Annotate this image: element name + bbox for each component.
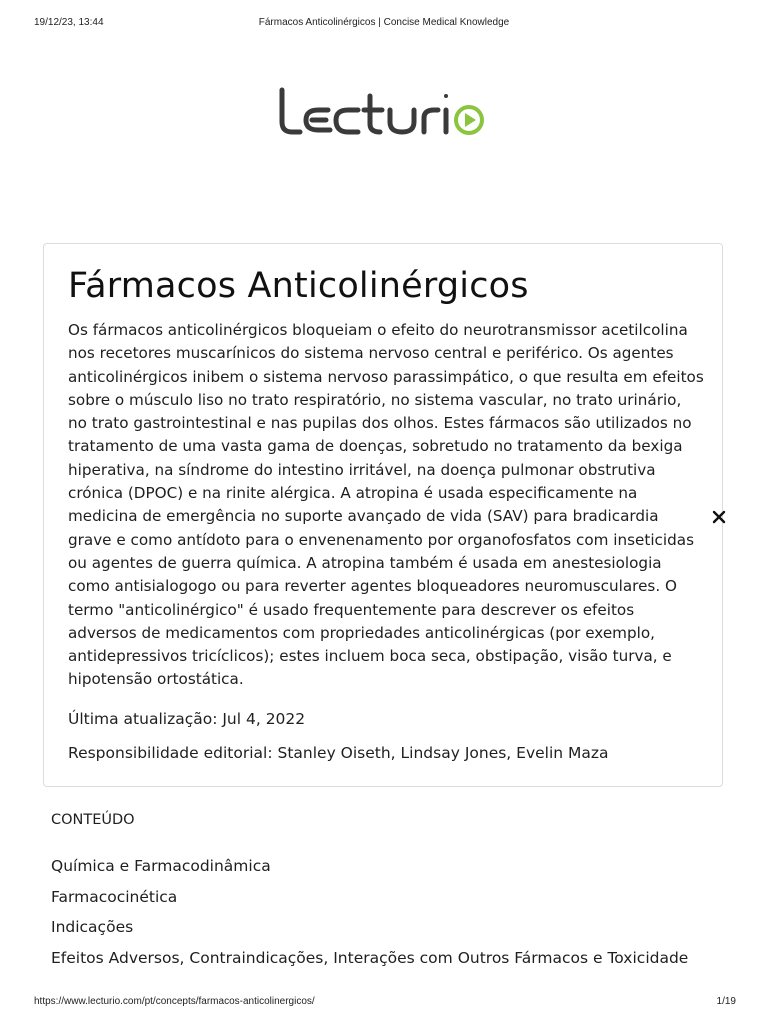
toc-item[interactable]: Farmacocinética [51,887,178,906]
last-updated: Última atualização: Jul 4, 2022 [68,710,306,728]
close-icon[interactable] [711,509,727,525]
toc-title: CONTEÚDO [51,812,135,828]
logo-wordmark [282,90,448,132]
toc-list [51,855,688,977]
toc-item[interactable]: Efeitos Adversos, Contraindicações, Interações com Outros Fármacos e Toxicidade [51,948,689,967]
lecturio-logo[interactable] [278,86,490,138]
play-circle-icon [456,107,482,133]
print-url: https://www.lecturio.com/pt/concepts/farmacos-anticolinergicos/ [34,996,315,1007]
editorial-responsibility: Responsibilidade editorial: Stanley Oiseth, Lindsay Jones, Evelin Maza [68,744,609,762]
toc-item[interactable]: Química e Farmacodinâmica [51,857,271,875]
article-card [43,243,723,787]
print-page-title: Fármacos Anticolinérgicos | Concise Medical Knowledge [258,17,510,28]
page-title: Fármacos Anticolinérgicos [68,266,529,306]
toc-item[interactable]: Indicações [51,918,134,936]
print-datetime: 19/12/23, 13:44 [34,17,104,28]
print-page-number: 1/19 [716,996,736,1007]
article-summary: Os fármacos anticolinérgicos bloqueiam o efeito do neurotransmissor acetilcolina nos recetores muscarínicos do sistema nervoso central e periférico. Os agentes anticolinérgicos inibem o sistema nervoso parassimpático, o que resulta em efeitos sobre o músculo liso no trato respiratório, no sistema vascular, no trato urinário, no trato gastrointestinal e nas pupilas dos olhos. Estes fármacos são utilizados no tratamento de uma vasta gama de doenças, sobretudo no tratamento da bexiga hiperativa, na síndrome do intestino irritável, na doença pulmonar obstrutiva crónica (DPOC) e na rinite alérgica. A atropina é usada especificamente na medicina de emergência no suporte avançado de vida (SAV) para bradicardia grave e como antídoto para o envenenamento por organofosfatos com inseticidas ou agentes de guerra química. A atropina também é usada em anestesiologia como antisialogogo ou para reverter agentes bloqueadores neuromusculares. O termo "anticolinérgico" é usado frequentemente para descrever os efeitos adversos de medicamentos com propriedades anticolinérgicas (por exemplo, antidepressivos tricíclicos); estes incluem boca seca, obstipação, visão turva, e hipotensão ortostática. [68,321,704,689]
